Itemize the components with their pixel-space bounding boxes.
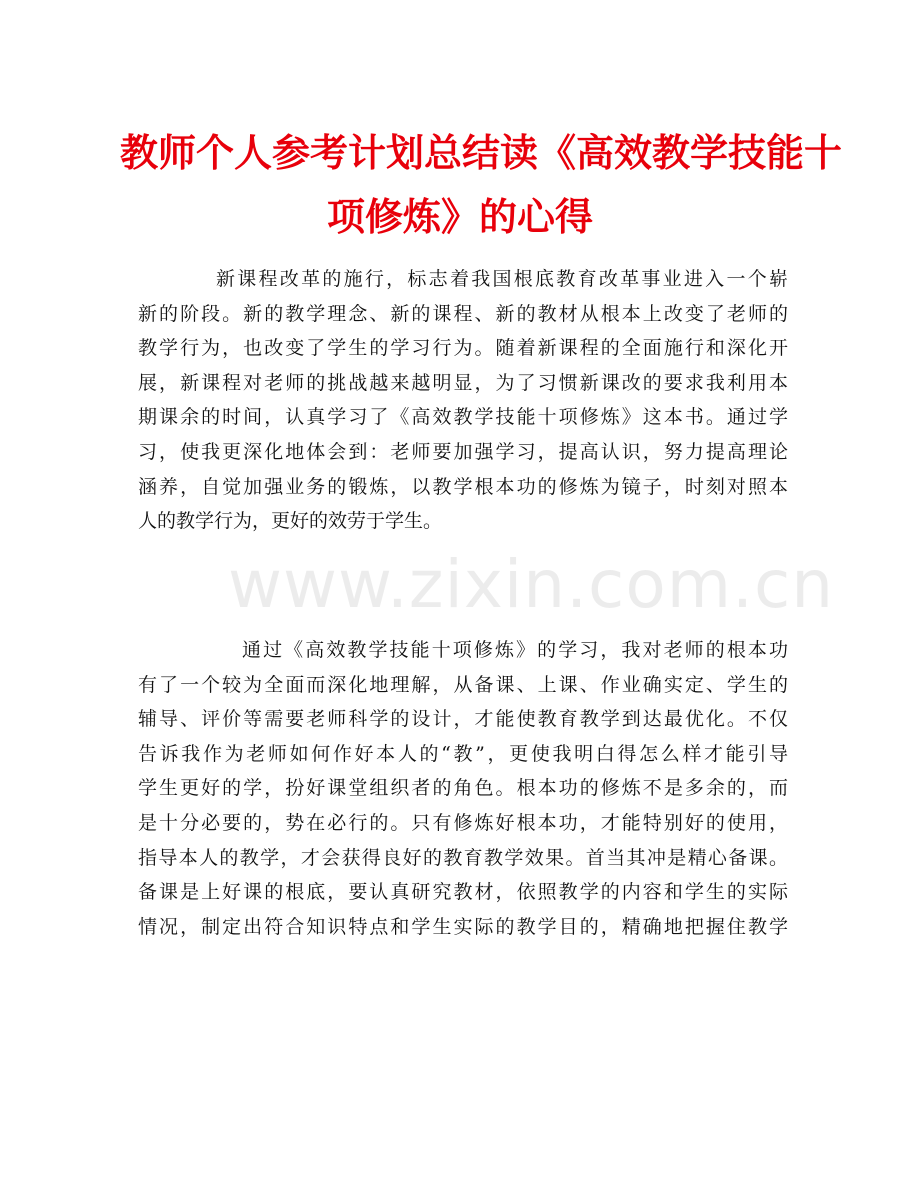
paragraph-line: 情况，制定出符合知识特点和学生实际的教学目的，精确地把握住教学 [138,915,788,938]
paragraph-line: 涵养，自觉加强业务的锻炼，以教学根本功的修炼为镜子，时刻对照本 [138,475,788,498]
paragraph-line: 教学行为，也改变了学生的学习行为。随着新课程的全面施行和深化开 [138,337,788,360]
paragraph-line: 新课程改革的施行，标志着我国根底教育改革事业进入一个崭 [216,268,788,290]
paragraph-line: 指导本人的教学，才会获得良好的教育教学效果。首当其冲是精心备课。 [138,846,788,869]
paragraph-line: 是十分必要的，势在必行的。只有修炼好根本功，才能特别好的使用， [138,811,788,834]
paragraph-2 [138,633,788,944]
paragraph-line: 辅导、评价等需要老师科学的设计，才能使教育教学到达最优化。不仅 [138,708,788,731]
paragraph-line: 通过《高效教学技能十项修炼》的学习，我对老师的根本功 [242,639,788,661]
paragraph-line: 期课余的时间，认真学习了《高效教学技能十项修炼》这本书。通过学 [138,406,788,429]
paragraph-line: 有了一个较为全面而深化地理解，从备课、上课、作业确实定、学生的 [138,673,788,696]
paragraph-line: 人的教学行为，更好的效劳于学生。 [138,510,443,533]
paragraph-line: 告诉我作为老师如何作好本人的“教”，更使我明白得怎么样才能引导 [138,742,788,765]
paragraph-line: 备课是上好课的根底，要认真研究教材，依照教学的内容和学生的实际 [138,881,788,904]
paragraph-line: 习，使我更深化地体会到：老师要加强学习，提高认识，努力提高理论 [138,440,788,463]
paragraph-line: 新的阶段。新的教学理念、新的课程、新的教材从根本上改变了老师的 [138,302,788,325]
watermark: www.zixin.com.cn [228,546,835,623]
paragraph-line: 学生更好的学，扮好课堂组织者的角色。根本功的修炼不是多余的，而 [138,777,788,800]
paragraph-1 [138,262,788,539]
paragraph-line: 展，新课程对老师的挑战越来越明显，为了习惯新课改的要求我利用本 [138,371,788,394]
document-title-line-1: 教师个人参考计划总结读《高效教学技能十 [120,131,843,175]
document-title-line-2: 项修炼》的心得 [326,195,593,239]
